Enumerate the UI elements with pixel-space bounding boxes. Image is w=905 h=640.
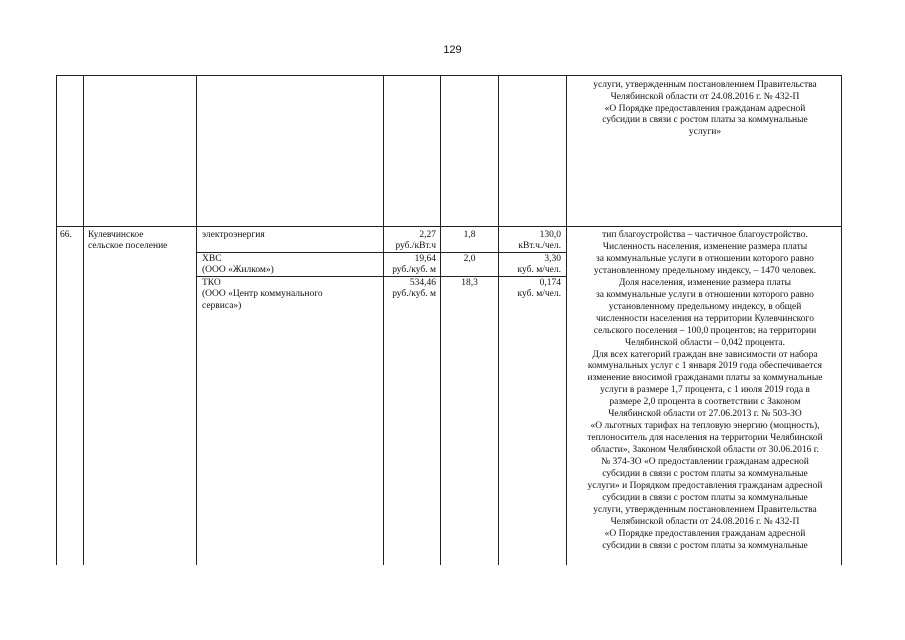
column-divider [56,75,57,565]
service-percent: 18,3 [461,278,478,288]
column-divider [440,75,441,565]
note-line: сельского поселения – 100,0 процентов; на территории [593,325,817,336]
note-line: за коммунальные услуги в отношении которого равно [596,253,814,264]
note-line: Челябинской области от 27.06.2013 г. № 503-ЗО [608,409,802,420]
column-divider [498,75,499,565]
note-line: услуги» и Порядком предоставления гражданам адресной [587,481,823,492]
row-note [570,230,840,553]
column-divider [841,75,842,565]
note-line: субсидии в связи с ростом платы за коммунальные [602,115,808,126]
note-line: установленному предельному индексу, в общей [608,301,802,312]
note-line: субсидии в связи с ростом платы за коммунальные [602,540,808,551]
note-line: № 374-ЗО «О предоставлении гражданам адресной [601,457,809,468]
note-line: за коммунальные услуги в отношении которого равно [596,289,814,300]
note-line: субсидии в связи с ростом платы за коммунальные [602,492,808,503]
service-norm: 0,174 куб. м/чел. [517,278,561,300]
service-percent: 1,8 [463,230,476,240]
service-name: ХВС (ООО «Жилком») [202,254,274,276]
row-divider [56,226,842,227]
table-top-border [56,75,842,76]
note-line: «О Порядке предоставления гражданам адресной [604,528,806,539]
service-tariff: 2,27 руб./кВт.ч [395,230,436,252]
service-tariff: 19,64 руб./куб. м [392,254,436,276]
service-tariff: 534,46 руб./куб. м [392,278,436,300]
note-line: Для всех категорий граждан вне зависимости от набора [592,349,818,360]
column-divider [83,75,84,565]
note-line: «О Порядке предоставления гражданам адресной [604,103,806,114]
service-percent: 2,0 [463,254,476,264]
note-line: Численность населения, изменение размера платы [602,241,808,252]
note-line: установленному предельному индексу, – 1470 человек. [593,265,817,276]
municipality-name [88,230,167,253]
note-line: размере 2,0 процента в соответствии с Законом [609,397,801,408]
note-line: численности населения на территории Кулевчинского [596,313,814,324]
page-number: 129 [443,44,462,56]
note-line: области», Законом Челябинской области от 30.06.2016 г. [591,445,819,456]
column-divider [383,75,384,565]
row-number: 66. [60,230,72,240]
note-line: Доля населения, изменение размера платы [618,277,792,288]
note-line: субсидии в связи с ростом платы за коммунальные [602,469,808,480]
note-line: Челябинской области от 24.08.2016 г. № 432-П [610,91,800,102]
note-line: коммунальных услуг с 1 января 2019 года обеспечивается [587,361,823,372]
note-line: услуги» [688,127,722,138]
service-norm: 130,0 кВт.ч./чел. [518,230,561,252]
service-norm: 3,30 куб. м/чел. [517,254,561,276]
column-divider [566,75,567,565]
note-line: изменение вносимой гражданами платы за коммунальные [587,373,823,384]
note-line: тип благоустройства – частичное благоустройство. [602,230,808,240]
municipality-line: Кулевчинское [88,230,144,240]
note-line: теплоноситель для населения на территории Челябинской [587,433,823,444]
note-line: услуги в размере 1,7 процента, с 1 июля 2019 года в [600,385,810,396]
column-divider [196,75,197,565]
note-line: «О льготных тарифах на тепловую энергию (мощность), [590,421,820,432]
note-line: услуги, утвержденным постановлением Правительства [593,504,817,515]
continued-note [570,80,840,139]
note-line: услуги, утвержденным постановлением Правительства [593,80,817,90]
service-name: электроэнергия [202,230,265,240]
service-name: ТКО (ООО «Центр коммунального сервиса») [202,278,323,311]
note-line: Челябинской области – 0,042 процента. [625,337,785,348]
note-line: Челябинской области от 24.08.2016 г. № 432-П [610,516,800,527]
municipality-line: сельское поселение [88,241,168,252]
